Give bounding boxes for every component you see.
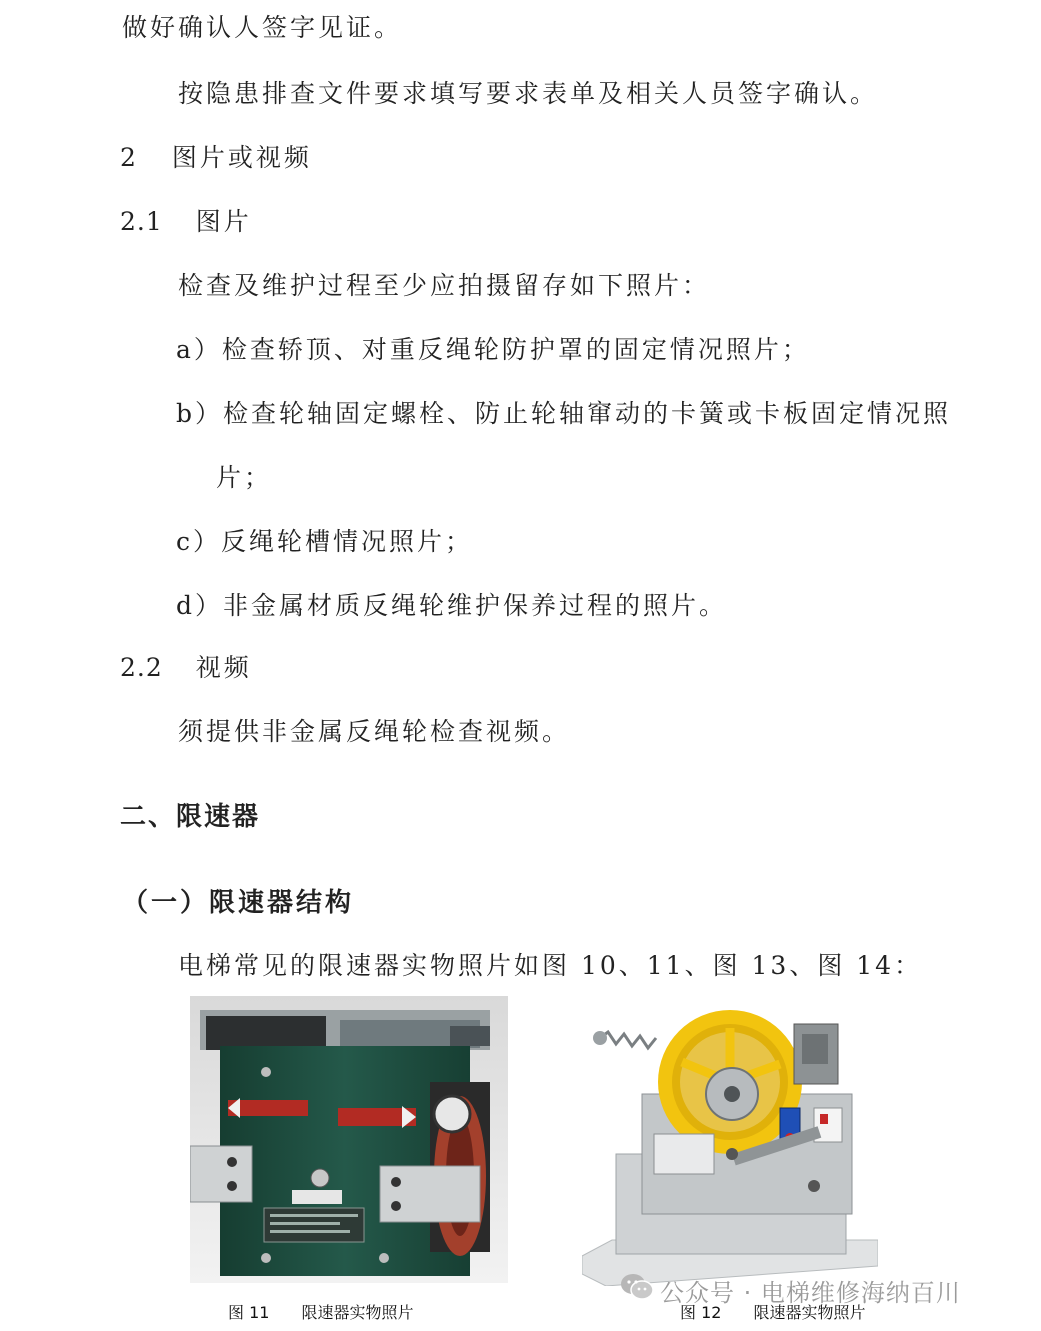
governor-yellow-illustration <box>582 1004 878 1286</box>
list-item-c: c）反绳轮槽情况照片； <box>176 527 474 556</box>
watermark-text: 公众号 · 电梯维修海纳百川 <box>660 1279 961 1307</box>
section-2-1-heading <box>120 202 252 238</box>
subsection-heading: （一）限速器结构 <box>122 888 355 918</box>
figure-12-caption: 图 12 限速器实物照片 <box>680 1303 866 1322</box>
section-title: 图片或视频 <box>171 143 312 172</box>
figure-12-photo <box>582 1004 878 1286</box>
section-number: 2 <box>120 143 137 172</box>
figure-11-caption: 图 11 限速器实物照片 <box>228 1303 414 1322</box>
governor-green-illustration <box>190 996 508 1283</box>
video-requirement: 须提供非金属反绳轮检查视频。 <box>178 717 571 746</box>
photo-requirement-intro: 检查及维护过程至少应拍摄留存如下照片： <box>178 271 711 300</box>
list-item-b-continuation: 片； <box>216 463 273 492</box>
section-number: 2.2 <box>120 653 163 682</box>
text-line-confirm: 做好确认人签字见证。 <box>122 13 403 42</box>
figure-11-photo <box>190 996 508 1283</box>
section-number: 2.1 <box>120 207 163 236</box>
section-2-heading <box>120 138 312 174</box>
section-title: 图片 <box>195 207 252 236</box>
list-item-d: d）非金属材质反绳轮维护保养过程的照片。 <box>176 591 728 620</box>
figure-intro: 电梯常见的限速器实物照片如图 10、11、图 13、图 14： <box>178 951 923 980</box>
section-title: 视频 <box>195 653 252 682</box>
list-item-a: a）检查轿顶、对重反绳轮防护罩的固定情况照片； <box>176 335 810 364</box>
list-item-b: b）检查轮轴固定螺栓、防止轮轴窜动的卡簧或卡板固定情况照 <box>176 399 952 428</box>
text-line-form: 按隐患排查文件要求填写要求表单及相关人员签字确认。 <box>178 79 879 108</box>
section-2-2-heading <box>120 648 252 684</box>
wechat-icon <box>620 1272 654 1302</box>
chapter-heading: 二、限速器 <box>120 802 261 832</box>
